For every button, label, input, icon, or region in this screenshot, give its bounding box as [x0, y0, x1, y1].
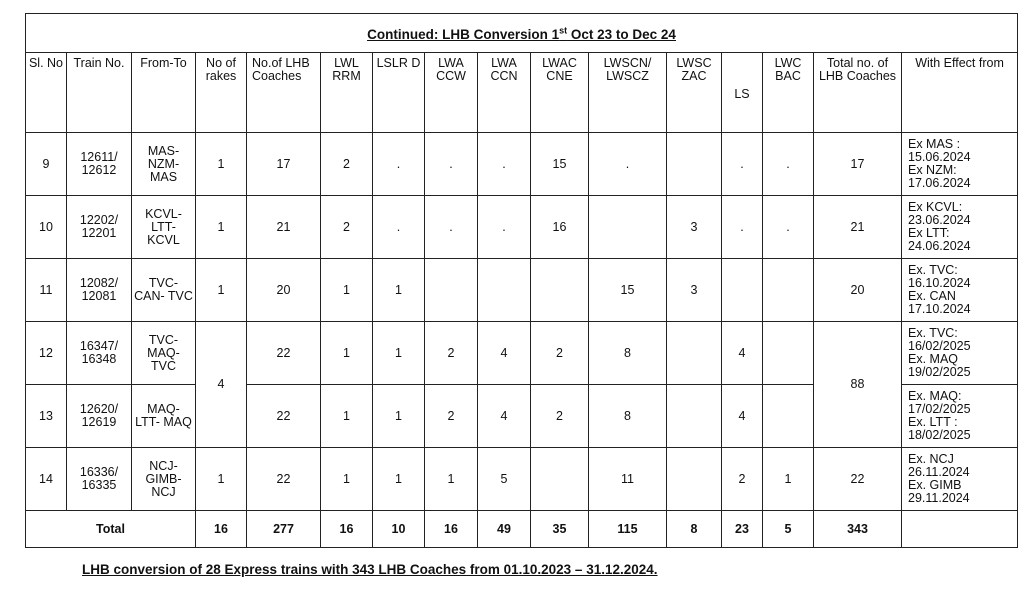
effect-date-cell: [902, 259, 1018, 322]
table-cell: 1: [763, 448, 814, 511]
table-cell: 22: [814, 448, 902, 511]
table-cell: 10: [373, 511, 425, 548]
table-cell: 8: [667, 511, 722, 548]
table-cell: 1: [196, 259, 247, 322]
table-cell: 17/02/2025: [908, 402, 971, 416]
table-cell: 8: [589, 385, 667, 448]
table-cell: [667, 385, 722, 448]
table-row: [26, 133, 1018, 196]
table-cell: 1: [321, 385, 373, 448]
table-cell: 1: [373, 385, 425, 448]
header-cell: LWA CCN: [478, 53, 531, 133]
table-cell: 16: [321, 511, 373, 548]
table-cell: .: [425, 196, 478, 259]
header-cell: LWL RRM: [321, 53, 373, 133]
header-cell: Total no. of LHB Coaches: [814, 53, 902, 133]
table-cell: 12: [26, 322, 67, 385]
table-cell: 2: [321, 196, 373, 259]
table-cell: [425, 259, 478, 322]
table-cell: 14: [26, 448, 67, 511]
table-cell: Ex NZM:: [908, 163, 957, 177]
table-cell: 35: [531, 511, 589, 548]
table-cell: 23.06.2024: [908, 213, 971, 227]
table-cell: [902, 511, 1018, 548]
table-cell: 20: [247, 259, 321, 322]
table-cell: 29.11.2024: [908, 491, 970, 505]
table-cell: 2: [531, 385, 589, 448]
table-cell: 277: [247, 511, 321, 548]
table-cell: 5: [478, 448, 531, 511]
table-cell: .: [722, 133, 763, 196]
table-cell: 12082/ 12081: [67, 259, 132, 322]
table-cell: .: [478, 133, 531, 196]
table-cell: .: [589, 133, 667, 196]
table-cell: .: [763, 196, 814, 259]
table-cell: [763, 259, 814, 322]
table-cell: 1: [196, 196, 247, 259]
table-cell: [531, 259, 589, 322]
table-cell: Ex. CAN: [908, 289, 956, 303]
table-cell: Ex KCVL:: [908, 200, 963, 214]
table-cell: Ex. NCJ: [908, 452, 954, 466]
header-cell: LWAC CNE: [531, 53, 589, 133]
table-cell: 17.06.2024: [908, 176, 971, 190]
table-cell: 23: [722, 511, 763, 548]
table-cell: 17: [814, 133, 902, 196]
table-cell: 13: [26, 385, 67, 448]
table-cell: Ex MAS :: [908, 137, 961, 151]
table-cell: Ex. TVC:: [908, 263, 958, 277]
table-cell: 8: [589, 322, 667, 385]
table-cell: 21: [814, 196, 902, 259]
effect-date-cell: [902, 385, 1018, 448]
summary-footer: LHB conversion of 28 Express trains with 343 LHB Coaches from 01.10.2023 – 31.12.2024.: [82, 562, 658, 577]
table-cell: 16: [531, 196, 589, 259]
table-cell: Ex. GIMB: [908, 478, 962, 492]
effect-date-cell: [902, 133, 1018, 196]
table-cell: 1: [321, 448, 373, 511]
table-cell: Ex. LTT :: [908, 415, 958, 429]
table-cell: [763, 322, 814, 385]
table-cell: 12611/ 12612: [67, 133, 132, 196]
header-cell: With Effect from: [902, 53, 1018, 133]
table-cell: 18/02/2025: [908, 428, 971, 442]
effect-date-cell: [902, 322, 1018, 385]
table-row: [26, 322, 1018, 385]
header-row: [26, 53, 1018, 133]
table-cell: 10: [26, 196, 67, 259]
table-cell: 15: [589, 259, 667, 322]
table-cell: 2: [722, 448, 763, 511]
table-cell: 22: [247, 322, 321, 385]
table-cell: 1: [373, 259, 425, 322]
table-cell: 15: [531, 133, 589, 196]
table-cell: .: [478, 196, 531, 259]
table-cell: 16: [425, 511, 478, 548]
header-cell: LWC BAC: [763, 53, 814, 133]
table-cell: 16347/ 16348: [67, 322, 132, 385]
table-cell: 22: [247, 448, 321, 511]
table-cell: MAQ- LTT- MAQ: [132, 385, 196, 448]
lhb-conversion-table: [25, 13, 1018, 548]
table-cell: 20: [814, 259, 902, 322]
table-cell: 1: [196, 133, 247, 196]
header-cell: LWSCN/ LWSCZ: [589, 53, 667, 133]
table-cell: KCVL- LTT- KCVL: [132, 196, 196, 259]
table-cell: TVC- MAQ- TVC: [132, 322, 196, 385]
table-cell: 1: [373, 448, 425, 511]
table-cell: 49: [478, 511, 531, 548]
table-cell: 24.06.2024: [908, 239, 971, 253]
table-cell: 1: [425, 448, 478, 511]
table-cell: 9: [26, 133, 67, 196]
header-cell: No.of LHB Coaches: [247, 53, 321, 133]
table-cell: TVC- CAN- TVC: [132, 259, 196, 322]
table-cell: [531, 448, 589, 511]
header-cell: LSLR D: [373, 53, 425, 133]
total-row: [26, 511, 1018, 548]
table-cell: 11: [589, 448, 667, 511]
table-cell: 1: [373, 322, 425, 385]
table-cell: [667, 133, 722, 196]
table-cell: [667, 322, 722, 385]
table-cell: 5: [763, 511, 814, 548]
table-cell: [722, 259, 763, 322]
table-cell: 22: [247, 385, 321, 448]
table-cell: Oct 23 to Dec 24: [567, 27, 676, 43]
table-cell: .: [425, 133, 478, 196]
table-row: [26, 448, 1018, 511]
table-cell: 16: [196, 511, 247, 548]
table-title: [26, 14, 1018, 53]
table-cell: 17: [247, 133, 321, 196]
table-cell: .: [763, 133, 814, 196]
table-cell: 26.11.2024: [908, 465, 970, 479]
table-cell: 4: [722, 322, 763, 385]
table-cell: 115: [589, 511, 667, 548]
table-cell: 15.06.2024: [908, 150, 971, 164]
table-cell: MAS- NZM- MAS: [132, 133, 196, 196]
table-cell: 4: [478, 385, 531, 448]
table-cell: Continued: LHB Conversion 1: [367, 27, 560, 43]
table-cell: 17.10.2024: [908, 302, 971, 316]
header-cell: LWSC ZAC: [667, 53, 722, 133]
table-cell: st: [559, 25, 568, 36]
table-cell: 12202/ 12201: [67, 196, 132, 259]
table-cell: Ex. TVC:: [908, 326, 958, 340]
table-cell: Ex. MAQ:: [908, 389, 962, 403]
table-cell: [667, 448, 722, 511]
table-cell: 12620/ 12619: [67, 385, 132, 448]
header-cell: From-To: [132, 53, 196, 133]
table-cell: 4: [478, 322, 531, 385]
table-cell: [589, 196, 667, 259]
header-cell: No of rakes: [196, 53, 247, 133]
table-cell: .: [373, 196, 425, 259]
effect-date-cell: [902, 448, 1018, 511]
table-cell: 1: [321, 259, 373, 322]
table-cell: 2: [425, 322, 478, 385]
table-cell: 3: [667, 196, 722, 259]
table-cell: 1: [196, 448, 247, 511]
table-cell: 2: [531, 322, 589, 385]
table-row: [26, 259, 1018, 322]
table-cell: Ex LTT:: [908, 226, 950, 240]
table-cell: NCJ- GIMB- NCJ: [132, 448, 196, 511]
table-cell: [763, 385, 814, 448]
table-cell: 343: [814, 511, 902, 548]
table-cell: Ex. MAQ: [908, 352, 959, 366]
table-cell: 1: [321, 322, 373, 385]
merged-total-cell: 88: [814, 322, 902, 448]
header-cell: LWA CCW: [425, 53, 478, 133]
table-cell: 16.10.2024: [908, 276, 971, 290]
effect-date-cell: [902, 196, 1018, 259]
header-cell: LS: [722, 53, 763, 133]
table-cell: 16/02/2025: [908, 339, 971, 353]
header-cell: Sl. No: [26, 53, 67, 133]
table-cell: 4: [722, 385, 763, 448]
total-label: Total: [26, 511, 196, 548]
table-cell: 3: [667, 259, 722, 322]
table-cell: .: [722, 196, 763, 259]
table-cell: 2: [321, 133, 373, 196]
table-row: [26, 196, 1018, 259]
table-cell: [478, 259, 531, 322]
table-cell: .: [373, 133, 425, 196]
header-cell: Train No.: [67, 53, 132, 133]
table-cell: 16336/ 16335: [67, 448, 132, 511]
table-cell: 21: [247, 196, 321, 259]
merged-rakes-cell: 4: [196, 322, 247, 448]
table-cell: 19/02/2025: [908, 365, 971, 379]
table-cell: 2: [425, 385, 478, 448]
table-cell: 11: [26, 259, 67, 322]
